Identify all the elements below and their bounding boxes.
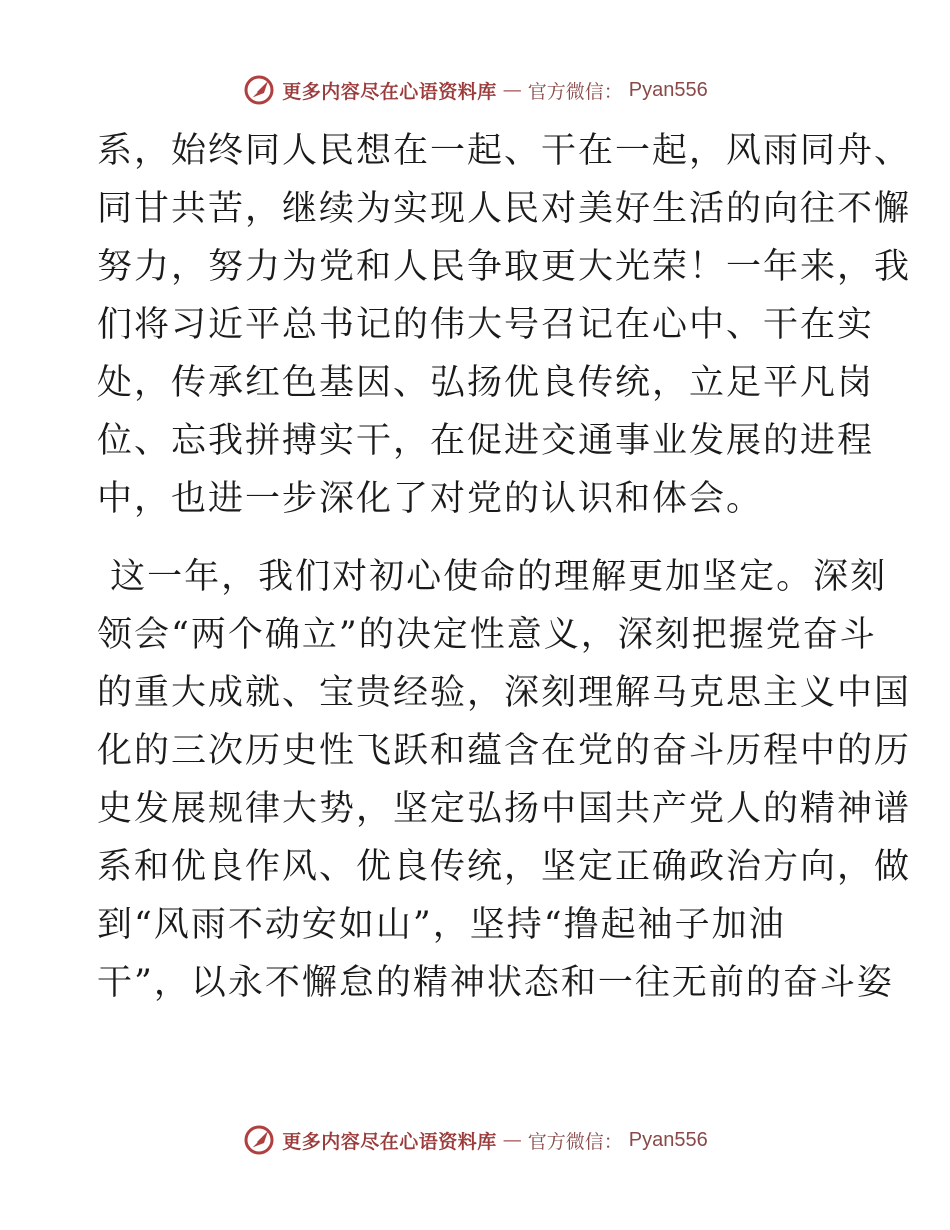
header-watermark: [0, 70, 950, 110]
banner-title: 更多内容尽在心语资料库: [282, 1130, 497, 1153]
banner-title: 更多内容尽在心语资料库: [282, 80, 497, 103]
text-line: 处，传承红色基因、弘扬优良传统，立足平凡岗: [97, 363, 875, 403]
text-line: 系和优良作风、优良传统，坚定正确政治方向，做: [97, 847, 912, 887]
quill-logo-icon: [242, 73, 276, 107]
banner-wechat-label: 官方微信：: [527, 80, 623, 103]
paragraph-2: [97, 548, 912, 1012]
text-line: 位、忘我拼搏实干，在促进交通事业发展的进程: [97, 421, 875, 461]
text-line: 这一年，我们对初心使命的理解更加坚定。深刻: [97, 557, 888, 597]
text-line: 中，也进一步深化了对党的认识和体会。: [97, 479, 764, 519]
text-line: 到“风雨不动安如山”，坚持“撸起袖子加油: [97, 905, 786, 945]
banner-wechat-id: Pyan556: [628, 1128, 708, 1151]
text-line: 领会“两个确立”的决定性意义，深刻把握党奋斗: [97, 615, 877, 655]
paragraph-1: [97, 122, 912, 528]
banner-dash: —: [502, 1129, 522, 1151]
footer-watermark: [0, 1120, 950, 1160]
text-line: 化的三次历史性飞跃和蕴含在党的奋斗历程中的历: [97, 731, 912, 771]
banner-wechat-label: 官方微信：: [527, 1130, 623, 1153]
text-line: 史发展规律大势，坚定弘扬中国共产党人的精神谱: [97, 789, 912, 829]
document-body: [97, 122, 912, 1012]
banner-wechat-id: Pyan556: [628, 78, 708, 101]
banner-dash: —: [502, 79, 522, 101]
text-line: 努力，努力为党和人民争取更大光荣！一年来，我: [97, 247, 912, 287]
text-line: 同甘共苦，继续为实现人民对美好生活的向往不懈: [97, 189, 912, 229]
quill-logo-icon: [242, 1123, 276, 1157]
text-line: 干”，以永不懈怠的精神状态和一往无前的奋斗姿: [97, 963, 894, 1003]
text-line: 的重大成就、宝贵经验，深刻理解马克思主义中国: [97, 673, 912, 713]
text-line: 系，始终同人民想在一起、干在一起，风雨同舟、: [97, 131, 912, 171]
text-line: 们将习近平总书记的伟大号召记在心中、干在实: [97, 305, 875, 345]
